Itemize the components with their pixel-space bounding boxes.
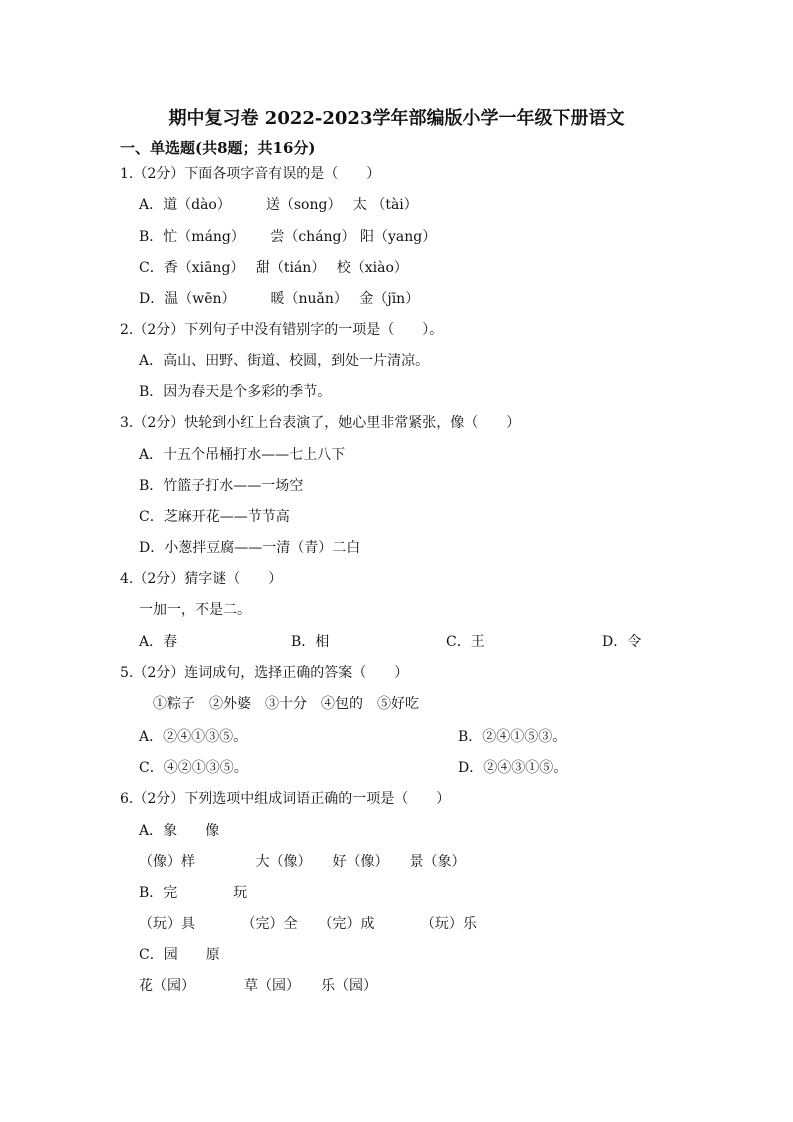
question-5-stem: 5.（2分）连词成句，选择正确的答案（ ） <box>120 665 409 681</box>
question-5-option-b: B．②④①⑤③。 <box>458 729 567 745</box>
section-heading: 一、单选题(共8题；共16分) <box>120 139 316 157</box>
question-5-option-d: D．②④③①⑤。 <box>458 760 568 776</box>
question-1-option-b: B．忙（máng） 尝（cháng） 阳（yang） <box>139 229 437 245</box>
question-6-option-c-head: C．园 原 <box>139 947 220 963</box>
question-3-option-a: A．十五个吊桶打水——七上八下 <box>139 447 346 463</box>
question-2-option-b: B．因为春天是个多彩的季节。 <box>139 384 332 400</box>
question-6-option-b-words: （玩）具 （完）全 （完）成 （玩）乐 <box>139 916 477 932</box>
question-5-option-a: A．②④①③⑤。 <box>139 729 248 745</box>
question-4-stem: 4.（2分）猜字谜（ ） <box>120 571 283 587</box>
question-6-option-b-head: B．完 玩 <box>139 885 248 901</box>
question-4-option-b: B．相 <box>291 634 330 650</box>
question-4-option-c: C．王 <box>446 634 485 650</box>
question-2-option-a: A．高山、田野、街道、校圆，到处一片清凉。 <box>139 353 430 369</box>
question-4-riddle: 一加一，不是二。 <box>139 602 251 618</box>
question-6-stem: 6.（2分）下列选项中组成词语正确的一项是（ ） <box>120 791 451 807</box>
question-1-option-c: C．香（xiāng） 甜（tián） 校（xiào） <box>139 260 408 276</box>
page-title: 期中复习卷 2022-2023学年部编版小学一年级下册语文 <box>168 108 625 129</box>
question-1-stem: 1.（2分）下面各项字音有误的是（ ） <box>120 166 381 182</box>
question-6-option-a-head: A．象 像 <box>139 823 220 839</box>
question-3-option-b: B．竹篮子打水——一场空 <box>139 478 304 494</box>
question-5-option-c: C．④②①③⑤。 <box>139 760 248 776</box>
question-6-option-a-words: （像）样 大（像） 好（像） 景（象） <box>139 854 466 870</box>
question-5-word-list: ①粽子 ②外婆 ③十分 ④包的 ⑤好吃 <box>153 696 419 712</box>
question-1-option-a: A．道（dào） 送（song） 太 （tài） <box>139 197 418 213</box>
question-3-stem: 3.（2分）快轮到小红上台表演了，她心里非常紧张，像（ ） <box>120 415 521 431</box>
question-4-option-d: D．令 <box>602 634 642 650</box>
question-3-option-d: D．小葱拌豆腐——一清（青）二白 <box>139 540 361 556</box>
question-1-option-d: D．温（wēn） 暖（nuǎn） 金（jīn） <box>139 291 420 307</box>
question-2-stem: 2.（2分）下列句子中没有错别字的一项是（ ）。 <box>120 322 444 338</box>
question-6-option-c-words: 花（园） 草（园） 乐（园） <box>139 978 377 994</box>
question-4-option-a: A．春 <box>139 634 178 650</box>
question-3-option-c: C．芝麻开花——节节高 <box>139 509 290 525</box>
